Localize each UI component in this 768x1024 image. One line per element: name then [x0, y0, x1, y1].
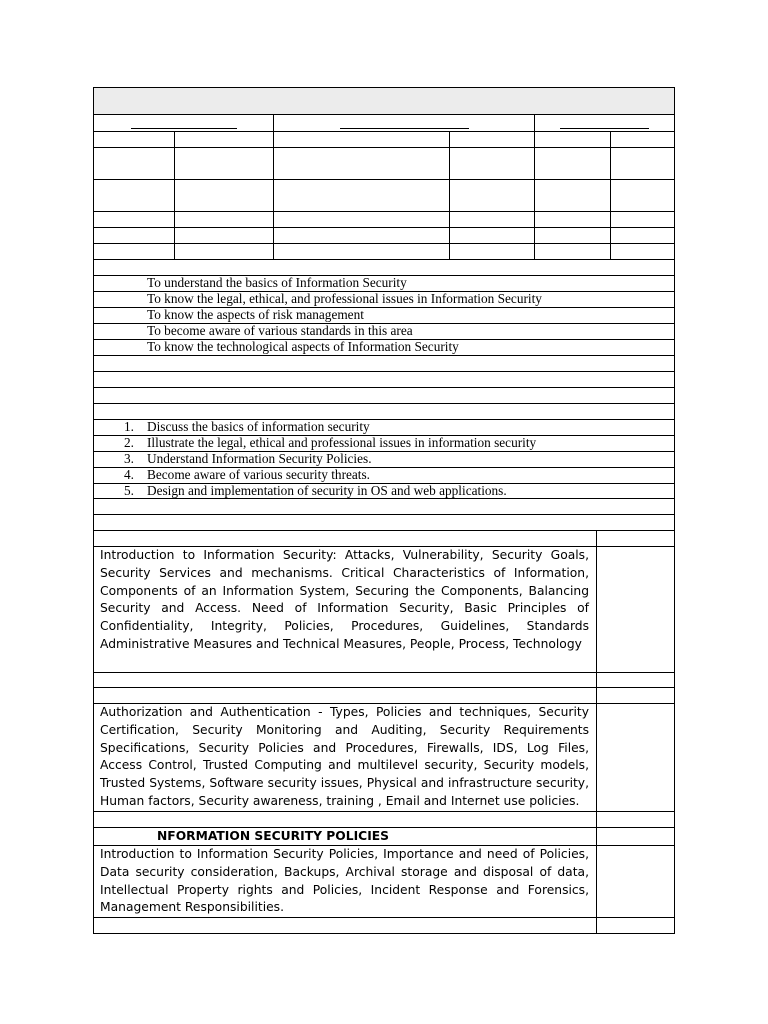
rule	[93, 530, 675, 531]
title-row-shade	[94, 88, 674, 114]
rule	[93, 243, 675, 244]
outcome-number: 2.	[124, 435, 134, 450]
objective-item: To know the legal, ethical, and professional issues in Information Security	[147, 291, 542, 306]
objective-item: To understand the basics of Information Security	[147, 275, 407, 290]
rule	[93, 811, 675, 812]
outcome-item: Illustrate the legal, ethical and professional issues in information security	[147, 435, 537, 450]
rule	[449, 131, 450, 259]
unit-content: Introduction to Information Security Policies, Importance and need of Policies, Data security consideration, Backups, Archival storage and disposal of data, Intellectual Property rights and Policies, Incident Response and Forensics, Management Responsibilities.	[100, 847, 589, 915]
outcome-item: Design and implementation of security in OS and web applications.	[147, 483, 507, 498]
outcome-number: 5.	[124, 483, 134, 498]
rule	[93, 131, 675, 132]
blank-underline	[560, 128, 649, 129]
table-left-border	[93, 87, 94, 934]
outcome-item: Discuss the basics of information security	[147, 419, 370, 434]
rule	[93, 87, 675, 88]
rule	[93, 387, 675, 388]
outcome-number: 3.	[124, 451, 134, 466]
rule	[93, 147, 675, 148]
rule	[93, 514, 675, 515]
objective-item: To become aware of various standards in this area	[147, 323, 413, 338]
blank-underline	[131, 128, 237, 129]
rule	[93, 403, 675, 404]
objective-item: To know the technological aspects of Information Security	[147, 339, 459, 354]
rule	[273, 114, 274, 131]
rule	[534, 114, 535, 131]
outcome-item: Understand Information Security Policies.	[147, 451, 372, 466]
rule	[93, 114, 675, 115]
rule	[93, 687, 675, 688]
unit-heading: NFORMATION SECURITY POLICIES	[157, 829, 390, 843]
rule	[93, 179, 675, 180]
rule	[93, 211, 675, 212]
table-right-border	[674, 87, 675, 934]
rule	[93, 355, 675, 356]
outcome-item: Become aware of various security threats.	[147, 467, 371, 482]
outcome-number: 4.	[124, 467, 134, 482]
unit-content: Authorization and Authentication - Types, Policies and techniques, Security Certification, Security Monitoring and Auditing, Security Requirements Specifications, Security Policies and Procedures, Firewalls, IDS, Log Files, Access Control, Trusted Computing and multilevel security, Security models, Trusted Systems, Software security issues, Physical and infrastructure security, Human factors, Security awareness, training , Email and Internet use policies.	[100, 705, 589, 808]
outcome-number: 1.	[124, 419, 134, 434]
rule	[534, 131, 535, 259]
rule	[596, 530, 597, 934]
rule	[93, 227, 675, 228]
rule	[174, 131, 175, 259]
rule	[93, 933, 675, 934]
rule	[93, 371, 675, 372]
rule	[93, 672, 675, 673]
unit-content: Introduction to Information Security: Attacks, Vulnerability, Security Goals, Security Services and mechanisms. Critical Characteristics of Information, Components of an Information System, Securing the Components, Balancing Security and Access. Need of Information Security, Basic Principles of Confidentiality, Integrity, Policies, Procedures, Guidelines, Standards Administrative Measures and Technical Measures, People, Process, Technology	[100, 548, 589, 651]
rule	[273, 131, 274, 259]
objective-item: To know the aspects of risk management	[147, 307, 364, 322]
blank-underline	[340, 128, 469, 129]
rule	[93, 259, 675, 260]
rule	[610, 131, 611, 259]
